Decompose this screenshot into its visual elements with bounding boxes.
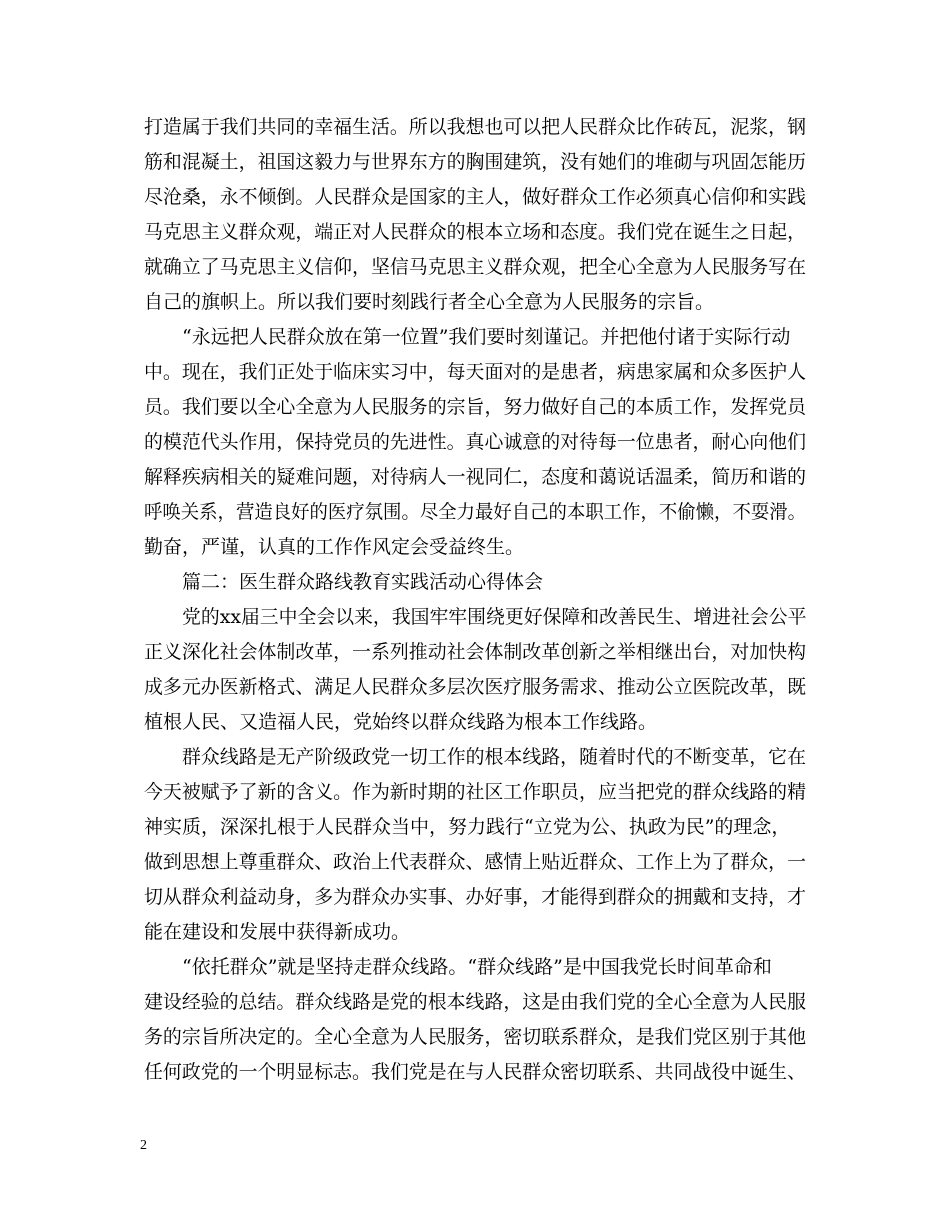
section-heading: 篇二：医生群众路线教育实践活动心得体会 — [182, 571, 544, 593]
text-line: 打造属于我们共同的幸福生活。所以我想也可以把人民群众比作砖瓦，泥浆，钢 — [144, 116, 807, 138]
text-line: 今天被赋予了新的含义。作为新时期的社区工作职员，应当把党的群众线路的精 — [144, 781, 807, 803]
text-line: 神实质，深深扎根于人民群众当中，努力践行“立党为公、执政为民”的理念， — [144, 816, 791, 838]
text-line: 尽沧桑，永不倾倒。人民群众是国家的主人，做好群众工作必须真心信仰和实践 — [144, 186, 807, 208]
text-line: 自己的旗帜上。所以我们要时刻践行者全心全意为人民服务的宗旨。 — [144, 291, 715, 313]
text-line: 马克思主义群众观，端正对人民群众的根本立场和态度。我们党在诞生之日起， — [144, 221, 807, 243]
text-line: 正义深化社会体制改革，一系列推动社会体制改革创新之举相继出台，对加快构 — [144, 641, 807, 663]
text-line: 中。现在，我们正处于临床实习中，每天面对的是患者，病患家属和众多医护人 — [144, 361, 807, 383]
text-line: 任何政党的一个明显标志。我们党是在与人民群众密切联系、共同战役中诞生、 — [144, 1061, 807, 1083]
text-line: 成多元办医新格式、满足人民群众多层次医疗服务需求、推动公立医院改革，既 — [144, 676, 807, 698]
text-line: “永远把人民群众放在第一位置”我们要时刻谨记。并把他付诸于实际行动 — [182, 326, 791, 348]
page-number: 2 — [140, 1138, 147, 1153]
text-line: 植根人民、又造福人民，党始终以群众线路为根本工作线路。 — [144, 711, 658, 733]
text-line: 务的宗旨所决定的。全心全意为人民服务，密切联系群众，是我们党区别于其他 — [144, 1026, 807, 1048]
text-line: 解释疾病相关的疑难问题，对待病人一视同仁，态度和蔼说话温柔，简历和谐的 — [144, 466, 807, 488]
text-line: 筋和混凝土，祖国这毅力与世界东方的胸围建筑，没有她们的堆砌与巩固怎能历 — [144, 151, 807, 173]
text-line: 呼唤关系，营造良好的医疗氛围。尽全力最好自己的本职工作，不偷懒，不耍滑。 — [144, 501, 807, 523]
text-line: “依托群众”就是坚持走群众线路。“群众线路”是中国我党长时间革命和 — [182, 956, 772, 978]
text-line: 党的xx届三中全会以来，我国牢牢围绕更好保障和改善民生、增进社会公平 — [182, 606, 807, 628]
text-line: 勤奋，严谨，认真的工作作风定会受益终生。 — [144, 536, 525, 558]
text-line: 做到思想上尊重群众、政治上代表群众、感情上贴近群众、工作上为了群众，一 — [144, 851, 807, 873]
text-line: 就确立了马克思主义信仰，坚信马克思主义群众观，把全心全意为人民服务写在 — [144, 256, 807, 278]
text-line: 能在建设和发展中获得新成功。 — [144, 921, 411, 943]
text-line: 的模范代头作用，保持党员的先进性。真心诚意的对待每一位患者，耐心向他们 — [144, 431, 807, 453]
text-line: 建设经验的总结。群众线路是党的根本线路，这是由我们党的全心全意为人民服 — [144, 991, 807, 1013]
text-line: 员。我们要以全心全意为人民服务的宗旨，努力做好自己的本质工作，发挥党员 — [144, 396, 807, 418]
text-line: 切从群众利益动身，多为群众办实事、办好事，才能得到群众的拥戴和支持，才 — [144, 886, 807, 908]
text-line: 群众线路是无产阶级政党一切工作的根本线路，随着时代的不断变革，它在 — [182, 746, 807, 768]
